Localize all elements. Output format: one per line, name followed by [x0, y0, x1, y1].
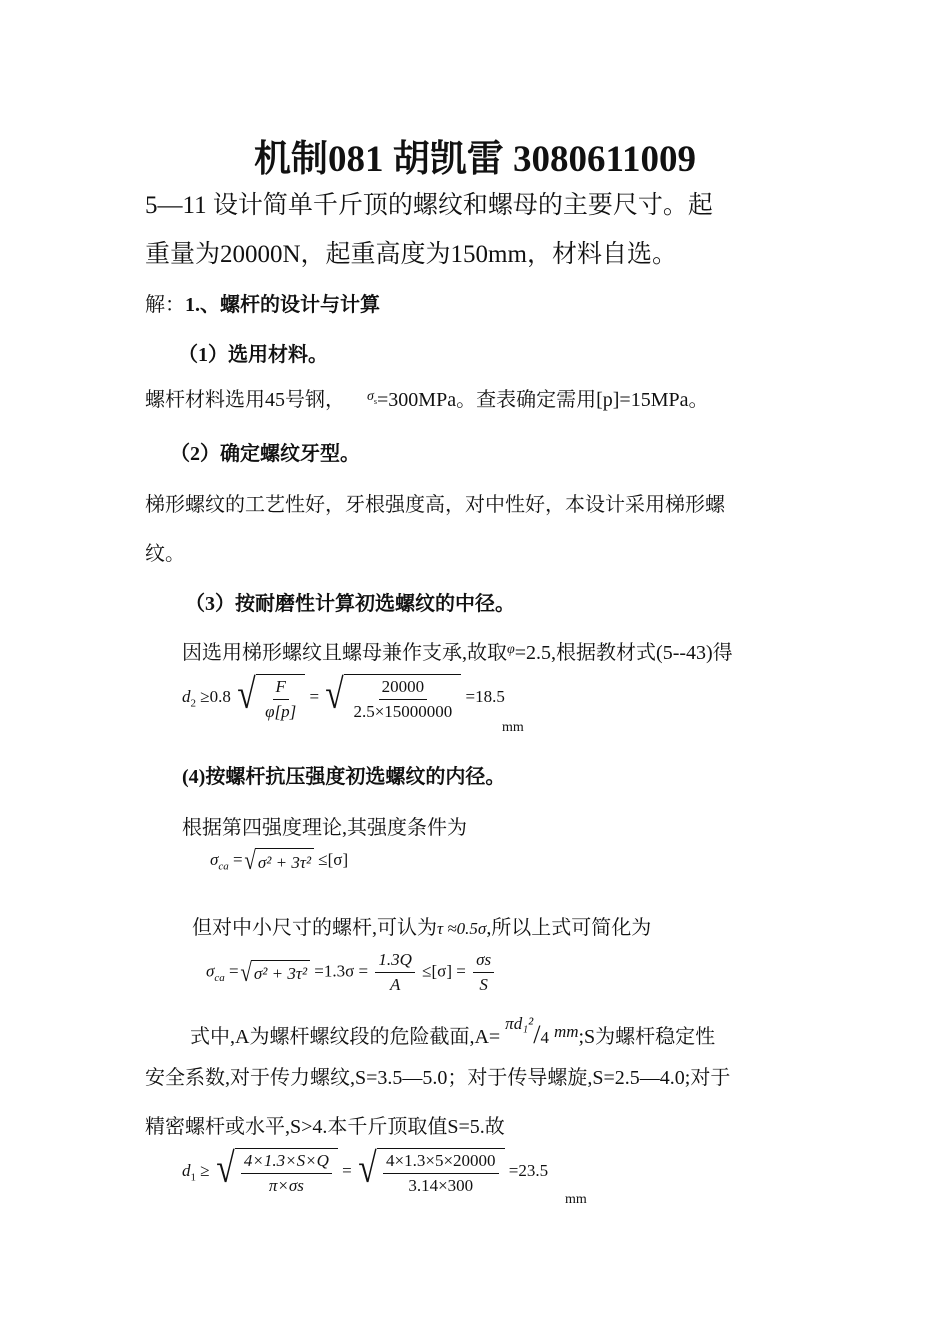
f3-num2: 4×1.3×5×20000 [383, 1151, 499, 1174]
f3-eq: = [342, 1160, 352, 1180]
section-4-heading: (4)按螺杆抗压强度初选螺纹的内径。 [182, 766, 506, 788]
f1-rhs: ≤[σ] [318, 849, 349, 869]
f-d2-den1: φ[p] [265, 702, 297, 721]
f2-eq: = [229, 961, 239, 981]
s3-text-a: 因选用梯形螺纹且螺母兼作支承,故取 [182, 642, 507, 664]
f-d2-result: =18.5 [465, 686, 505, 706]
f1-sigma: σ [210, 849, 219, 869]
f3-den2: 3.14×300 [408, 1176, 474, 1195]
area-unit: mm [553, 1022, 579, 1041]
sqrt-1: √ $\frac{F}{\varphi[p]}$ [235, 674, 305, 722]
sigma-subscript: s [373, 397, 378, 406]
f-d2-num2: 20000 [379, 677, 428, 700]
f-d2-eq: = [309, 686, 320, 706]
s4-text2-a: 但对中小尺寸的螺杆,可认为 [192, 917, 437, 939]
f-d2-ge: ≥0.8 [200, 686, 231, 706]
f1-radicand: σ² + 3τ² [255, 848, 314, 874]
f-d2-symbol: d [182, 686, 191, 706]
section-4-text-4: 安全系数,对于传力螺纹,S=3.5—5.0；对于传导螺旋,S=2.5—4.0;对于 [145, 1067, 731, 1089]
f2-sub: ca [214, 971, 225, 984]
f3-ge: ≥ [200, 1160, 210, 1180]
solution-title: 1.、螺杆的设计与计算 [185, 294, 380, 316]
area-num: πd₁² [505, 1014, 534, 1033]
f2-den: A [389, 975, 401, 994]
f-d2-den2: 2.5×15000000 [353, 702, 453, 721]
sqrt-4: √ σ² + 3τ² [239, 960, 310, 986]
section-2-heading: （2）确定螺纹牙型。 [170, 443, 360, 465]
solution-prefix: 解： [145, 294, 185, 316]
page-title: 机制081 胡凯雷 3080611009 [254, 139, 696, 180]
formula-simplified [206, 950, 497, 995]
f1-sub: ca [218, 860, 229, 873]
f1-eq: = [233, 849, 243, 869]
f3-result: =23.5 [508, 1160, 549, 1180]
formula-d2 [182, 674, 505, 722]
unit-mm-2: mm [565, 1192, 587, 1207]
section-4-text-3 [190, 1014, 716, 1050]
s3-text-b: =2.5,根据教材式(5--43)得 [514, 642, 733, 664]
f-d2-sub: 2 [190, 697, 196, 710]
f-d2-num1: F [273, 677, 289, 700]
f2-num2: σs [473, 950, 494, 973]
problem-line-1: 5—11 设计简单千斤顶的螺纹和螺母的主要尺寸。起 [145, 192, 713, 219]
s1-text-a: 螺杆材料选用45号钢， [145, 389, 345, 411]
f2-num: 1.3Q [375, 950, 415, 973]
f3-den1: π×σs [268, 1176, 304, 1195]
sigma-symbol: σ [367, 389, 374, 404]
section-3-heading: （3）按耐磨性计算初选螺纹的中径。 [185, 593, 515, 615]
solution-heading [145, 288, 380, 317]
sqrt-6: √ $\frac{4\times 1.3\times 5\times 20000}{3.14\times 300}$ [356, 1148, 505, 1196]
f2-den2: S [479, 975, 488, 994]
section-1-text [145, 383, 708, 412]
s4-text2-b: ,所以上式可简化为 [486, 917, 652, 939]
section-4-text-1: 根据第四强度理论,其强度条件为 [182, 817, 467, 839]
section-2-line-2: 纹。 [145, 543, 185, 565]
unit-mm-1: mm [502, 720, 524, 735]
f2-radicand: σ² + 3τ² [251, 960, 310, 986]
sqrt-3: √ σ² + 3τ² [243, 848, 314, 874]
s4-text3-b: ;S为螺杆稳定性 [578, 1026, 716, 1048]
section-4-text-2 [192, 911, 651, 940]
phi-symbol: φ [507, 642, 515, 657]
f2-mid: =1.3σ = [314, 961, 369, 981]
s1-text-b: =300MPa。查表确定需用[p]=15MPa。 [377, 389, 709, 411]
tau-approx: τ ≈0.5σ [437, 919, 487, 938]
f2-sigma: σ [206, 961, 215, 981]
section-4-text-5: 精密螺杆或水平,S>4.本千斤顶取值S=5.故 [145, 1116, 505, 1138]
section-3-text [182, 636, 733, 665]
slash: / [533, 1020, 541, 1049]
formula-strength [210, 848, 348, 874]
f3-d1-symbol: d [182, 1160, 191, 1180]
formula-d1 [182, 1148, 548, 1196]
area-den: 4 [540, 1028, 549, 1047]
sqrt-5: √ $\frac{4\times 1.3\times S\times Q}{\pi\times\sigma s}$ [214, 1148, 338, 1196]
section-1-heading: （1）选用材料。 [178, 344, 328, 366]
problem-line-2: 重量为20000N，起重高度为150mm，材料自选。 [145, 241, 677, 268]
f3-d1-sub: 1 [190, 1171, 196, 1184]
sqrt-2: √ $\frac{20000}{2.5\times 15000000}$ [323, 674, 461, 722]
f3-num1: 4×1.3×S×Q [241, 1151, 332, 1174]
f2-le: ≤[σ] = [422, 961, 466, 981]
section-2-line-1: 梯形螺纹的工艺性好，牙根强度高，对中性好，本设计采用梯形螺 [145, 494, 725, 516]
s4-text3-a: 式中,A为螺杆螺纹段的危险截面,A= [190, 1026, 501, 1048]
